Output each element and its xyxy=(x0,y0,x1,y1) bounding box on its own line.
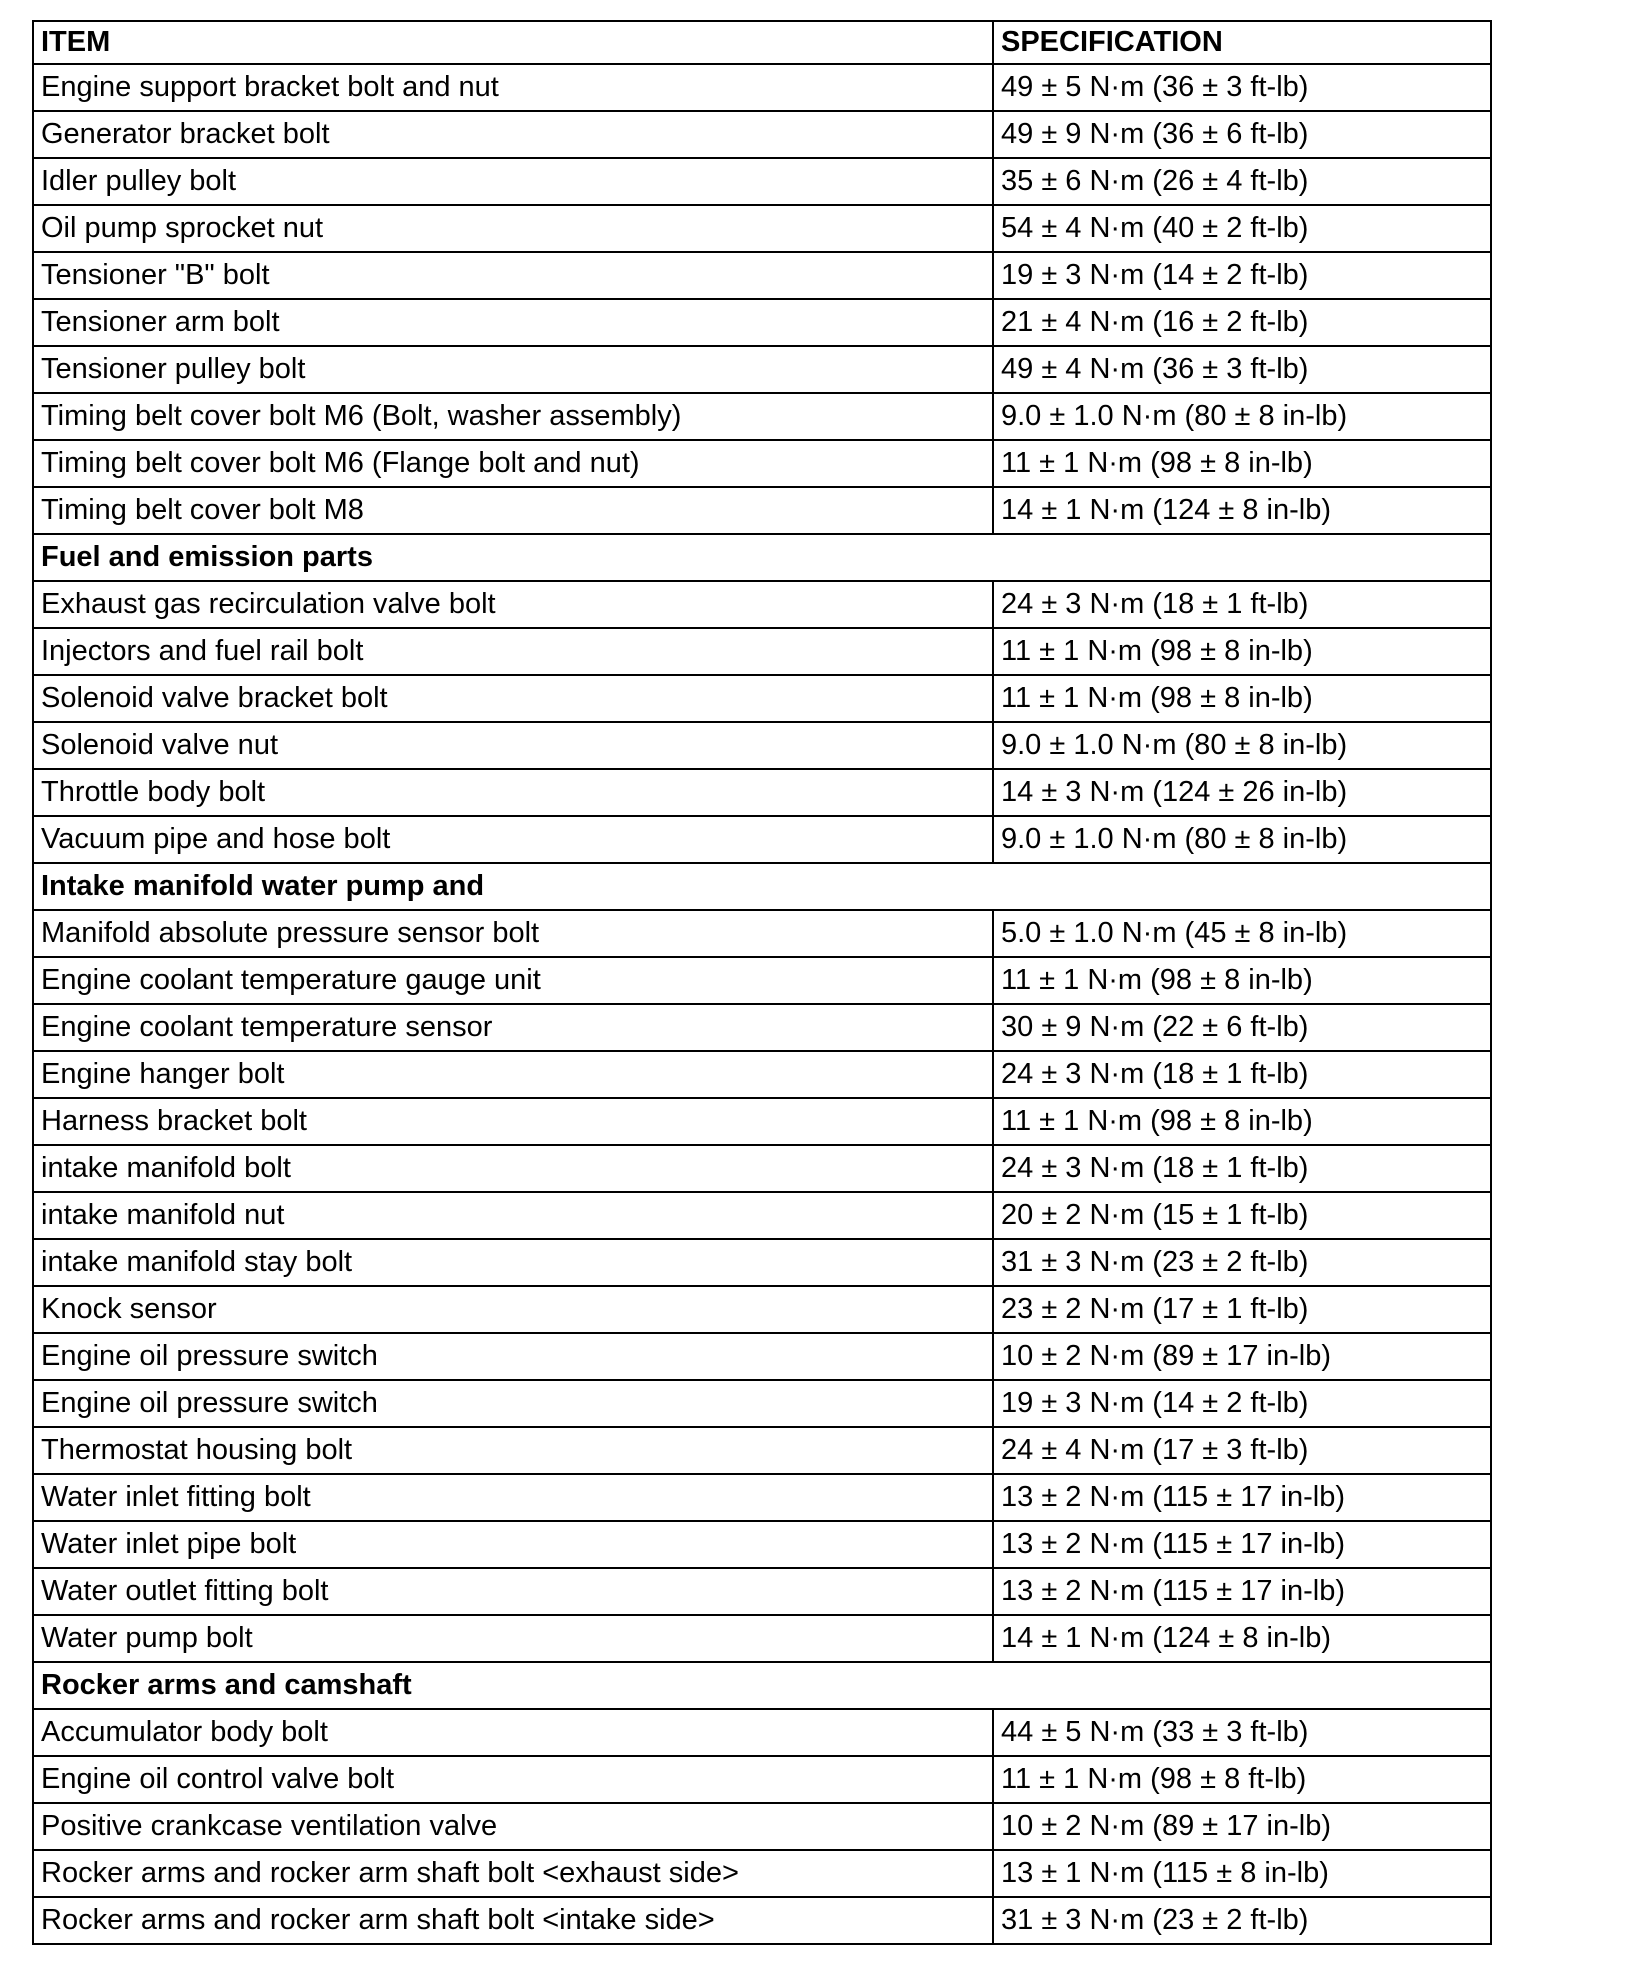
spec-cell: 30 ± 9 N·m (22 ± 6 ft-lb) xyxy=(993,1004,1491,1051)
item-cell: Tensioner "B" bolt xyxy=(33,252,993,299)
item-cell: Idler pulley bolt xyxy=(33,158,993,205)
spec-cell: 10 ± 2 N·m (89 ± 17 in-lb) xyxy=(993,1803,1491,1850)
table-row xyxy=(33,1850,1491,1897)
item-cell: Engine oil control valve bolt xyxy=(33,1756,993,1803)
spec-cell: 24 ± 3 N·m (18 ± 1 ft-lb) xyxy=(993,1051,1491,1098)
item-cell: Oil pump sprocket nut xyxy=(33,205,993,252)
section-heading: Intake manifold water pump and xyxy=(33,863,1491,910)
spec-cell: 24 ± 3 N·m (18 ± 1 ft-lb) xyxy=(993,1145,1491,1192)
spec-cell: 9.0 ± 1.0 N·m (80 ± 8 in-lb) xyxy=(993,722,1491,769)
section-row xyxy=(33,863,1491,910)
item-cell: Engine coolant temperature gauge unit xyxy=(33,957,993,1004)
item-cell: Vacuum pipe and hose bolt xyxy=(33,816,993,863)
spec-cell: 49 ± 4 N·m (36 ± 3 ft-lb) xyxy=(993,346,1491,393)
table-row xyxy=(33,487,1491,534)
spec-cell: 13 ± 1 N·m (115 ± 8 in-lb) xyxy=(993,1850,1491,1897)
table-body xyxy=(33,64,1491,1944)
table-row xyxy=(33,816,1491,863)
item-cell: Tensioner arm bolt xyxy=(33,299,993,346)
table-row xyxy=(33,722,1491,769)
table-row xyxy=(33,1145,1491,1192)
table-row xyxy=(33,910,1491,957)
spec-cell: 54 ± 4 N·m (40 ± 2 ft-lb) xyxy=(993,205,1491,252)
table-row xyxy=(33,111,1491,158)
item-cell: Solenoid valve bracket bolt xyxy=(33,675,993,722)
table-row xyxy=(33,299,1491,346)
table-row xyxy=(33,64,1491,111)
item-cell: Water pump bolt xyxy=(33,1615,993,1662)
table-row xyxy=(33,346,1491,393)
table-row xyxy=(33,1803,1491,1850)
item-cell: Engine oil pressure switch xyxy=(33,1333,993,1380)
spec-cell: 13 ± 2 N·m (115 ± 17 in-lb) xyxy=(993,1521,1491,1568)
table-row xyxy=(33,1615,1491,1662)
spec-cell: 11 ± 1 N·m (98 ± 8 in-lb) xyxy=(993,440,1491,487)
spec-cell: 14 ± 1 N·m (124 ± 8 in-lb) xyxy=(993,1615,1491,1662)
table-row xyxy=(33,1192,1491,1239)
table-row xyxy=(33,1239,1491,1286)
spec-cell: 21 ± 4 N·m (16 ± 2 ft-lb) xyxy=(993,299,1491,346)
section-row xyxy=(33,534,1491,581)
table-row xyxy=(33,628,1491,675)
item-cell: Water inlet fitting bolt xyxy=(33,1474,993,1521)
spec-cell: 49 ± 9 N·m (36 ± 6 ft-lb) xyxy=(993,111,1491,158)
item-cell: Engine support bracket bolt and nut xyxy=(33,64,993,111)
section-heading: Fuel and emission parts xyxy=(33,534,1491,581)
item-cell: Knock sensor xyxy=(33,1286,993,1333)
table-row xyxy=(33,1004,1491,1051)
item-cell: Injectors and fuel rail bolt xyxy=(33,628,993,675)
table-row xyxy=(33,769,1491,816)
spec-cell: 11 ± 1 N·m (98 ± 8 ft-lb) xyxy=(993,1756,1491,1803)
item-cell: Accumulator body bolt xyxy=(33,1709,993,1756)
table-row xyxy=(33,1756,1491,1803)
spec-cell: 31 ± 3 N·m (23 ± 2 ft-lb) xyxy=(993,1239,1491,1286)
item-cell: Positive crankcase ventilation valve xyxy=(33,1803,993,1850)
table-row xyxy=(33,1333,1491,1380)
spec-cell: 24 ± 4 N·m (17 ± 3 ft-lb) xyxy=(993,1427,1491,1474)
item-cell: Engine oil pressure switch xyxy=(33,1380,993,1427)
table-row xyxy=(33,1897,1491,1944)
item-cell: Rocker arms and rocker arm shaft bolt <exhaust side> xyxy=(33,1850,993,1897)
item-cell: intake manifold nut xyxy=(33,1192,993,1239)
table-row xyxy=(33,1521,1491,1568)
table-row xyxy=(33,1474,1491,1521)
table-row xyxy=(33,252,1491,299)
header-row xyxy=(33,21,1491,64)
spec-cell: 31 ± 3 N·m (23 ± 2 ft-lb) xyxy=(993,1897,1491,1944)
item-cell: intake manifold bolt xyxy=(33,1145,993,1192)
item-cell: Timing belt cover bolt M6 (Flange bolt and nut) xyxy=(33,440,993,487)
spec-cell: 20 ± 2 N·m (15 ± 1 ft-lb) xyxy=(993,1192,1491,1239)
item-cell: Engine hanger bolt xyxy=(33,1051,993,1098)
table-row xyxy=(33,957,1491,1004)
spec-cell: 23 ± 2 N·m (17 ± 1 ft-lb) xyxy=(993,1286,1491,1333)
spec-cell: 10 ± 2 N·m (89 ± 17 in-lb) xyxy=(993,1333,1491,1380)
spec-cell: 24 ± 3 N·m (18 ± 1 ft-lb) xyxy=(993,581,1491,628)
spec-cell: 5.0 ± 1.0 N·m (45 ± 8 in-lb) xyxy=(993,910,1491,957)
item-cell: intake manifold stay bolt xyxy=(33,1239,993,1286)
table-row xyxy=(33,1098,1491,1145)
spec-cell: 11 ± 1 N·m (98 ± 8 in-lb) xyxy=(993,1098,1491,1145)
spec-cell: 44 ± 5 N·m (33 ± 3 ft-lb) xyxy=(993,1709,1491,1756)
item-cell: Tensioner pulley bolt xyxy=(33,346,993,393)
spec-cell: 9.0 ± 1.0 N·m (80 ± 8 in-lb) xyxy=(993,393,1491,440)
table-row xyxy=(33,675,1491,722)
spec-cell: 49 ± 5 N·m (36 ± 3 ft-lb) xyxy=(993,64,1491,111)
item-cell: Throttle body bolt xyxy=(33,769,993,816)
table-row xyxy=(33,1051,1491,1098)
table-row xyxy=(33,1286,1491,1333)
spec-cell: 9.0 ± 1.0 N·m (80 ± 8 in-lb) xyxy=(993,816,1491,863)
spec-cell: 13 ± 2 N·m (115 ± 17 in-lb) xyxy=(993,1474,1491,1521)
spec-cell: 11 ± 1 N·m (98 ± 8 in-lb) xyxy=(993,957,1491,1004)
torque-spec-table xyxy=(32,20,1492,1945)
item-cell: Rocker arms and rocker arm shaft bolt <intake side> xyxy=(33,1897,993,1944)
item-cell: Harness bracket bolt xyxy=(33,1098,993,1145)
spec-cell: 11 ± 1 N·m (98 ± 8 in-lb) xyxy=(993,628,1491,675)
table-row xyxy=(33,1427,1491,1474)
spec-cell: 11 ± 1 N·m (98 ± 8 in-lb) xyxy=(993,675,1491,722)
table-row xyxy=(33,158,1491,205)
spec-cell: 13 ± 2 N·m (115 ± 17 in-lb) xyxy=(993,1568,1491,1615)
item-cell: Solenoid valve nut xyxy=(33,722,993,769)
header-item: ITEM xyxy=(33,21,993,64)
item-cell: Water outlet fitting bolt xyxy=(33,1568,993,1615)
table-row xyxy=(33,440,1491,487)
table-row xyxy=(33,581,1491,628)
table-row xyxy=(33,1568,1491,1615)
spec-cell: 14 ± 3 N·m (124 ± 26 in-lb) xyxy=(993,769,1491,816)
item-cell: Engine coolant temperature sensor xyxy=(33,1004,993,1051)
item-cell: Water inlet pipe bolt xyxy=(33,1521,993,1568)
header-specification: SPECIFICATION xyxy=(993,21,1491,64)
table-row xyxy=(33,205,1491,252)
spec-cell: 19 ± 3 N·m (14 ± 2 ft-lb) xyxy=(993,252,1491,299)
table-row xyxy=(33,1709,1491,1756)
spec-cell: 14 ± 1 N·m (124 ± 8 in-lb) xyxy=(993,487,1491,534)
item-cell: Generator bracket bolt xyxy=(33,111,993,158)
spec-cell: 19 ± 3 N·m (14 ± 2 ft-lb) xyxy=(993,1380,1491,1427)
item-cell: Thermostat housing bolt xyxy=(33,1427,993,1474)
table-row xyxy=(33,393,1491,440)
section-row xyxy=(33,1662,1491,1709)
item-cell: Timing belt cover bolt M8 xyxy=(33,487,993,534)
section-heading: Rocker arms and camshaft xyxy=(33,1662,1491,1709)
item-cell: Timing belt cover bolt M6 (Bolt, washer assembly) xyxy=(33,393,993,440)
spec-cell: 35 ± 6 N·m (26 ± 4 ft-lb) xyxy=(993,158,1491,205)
table-row xyxy=(33,1380,1491,1427)
item-cell: Exhaust gas recirculation valve bolt xyxy=(33,581,993,628)
item-cell: Manifold absolute pressure sensor bolt xyxy=(33,910,993,957)
